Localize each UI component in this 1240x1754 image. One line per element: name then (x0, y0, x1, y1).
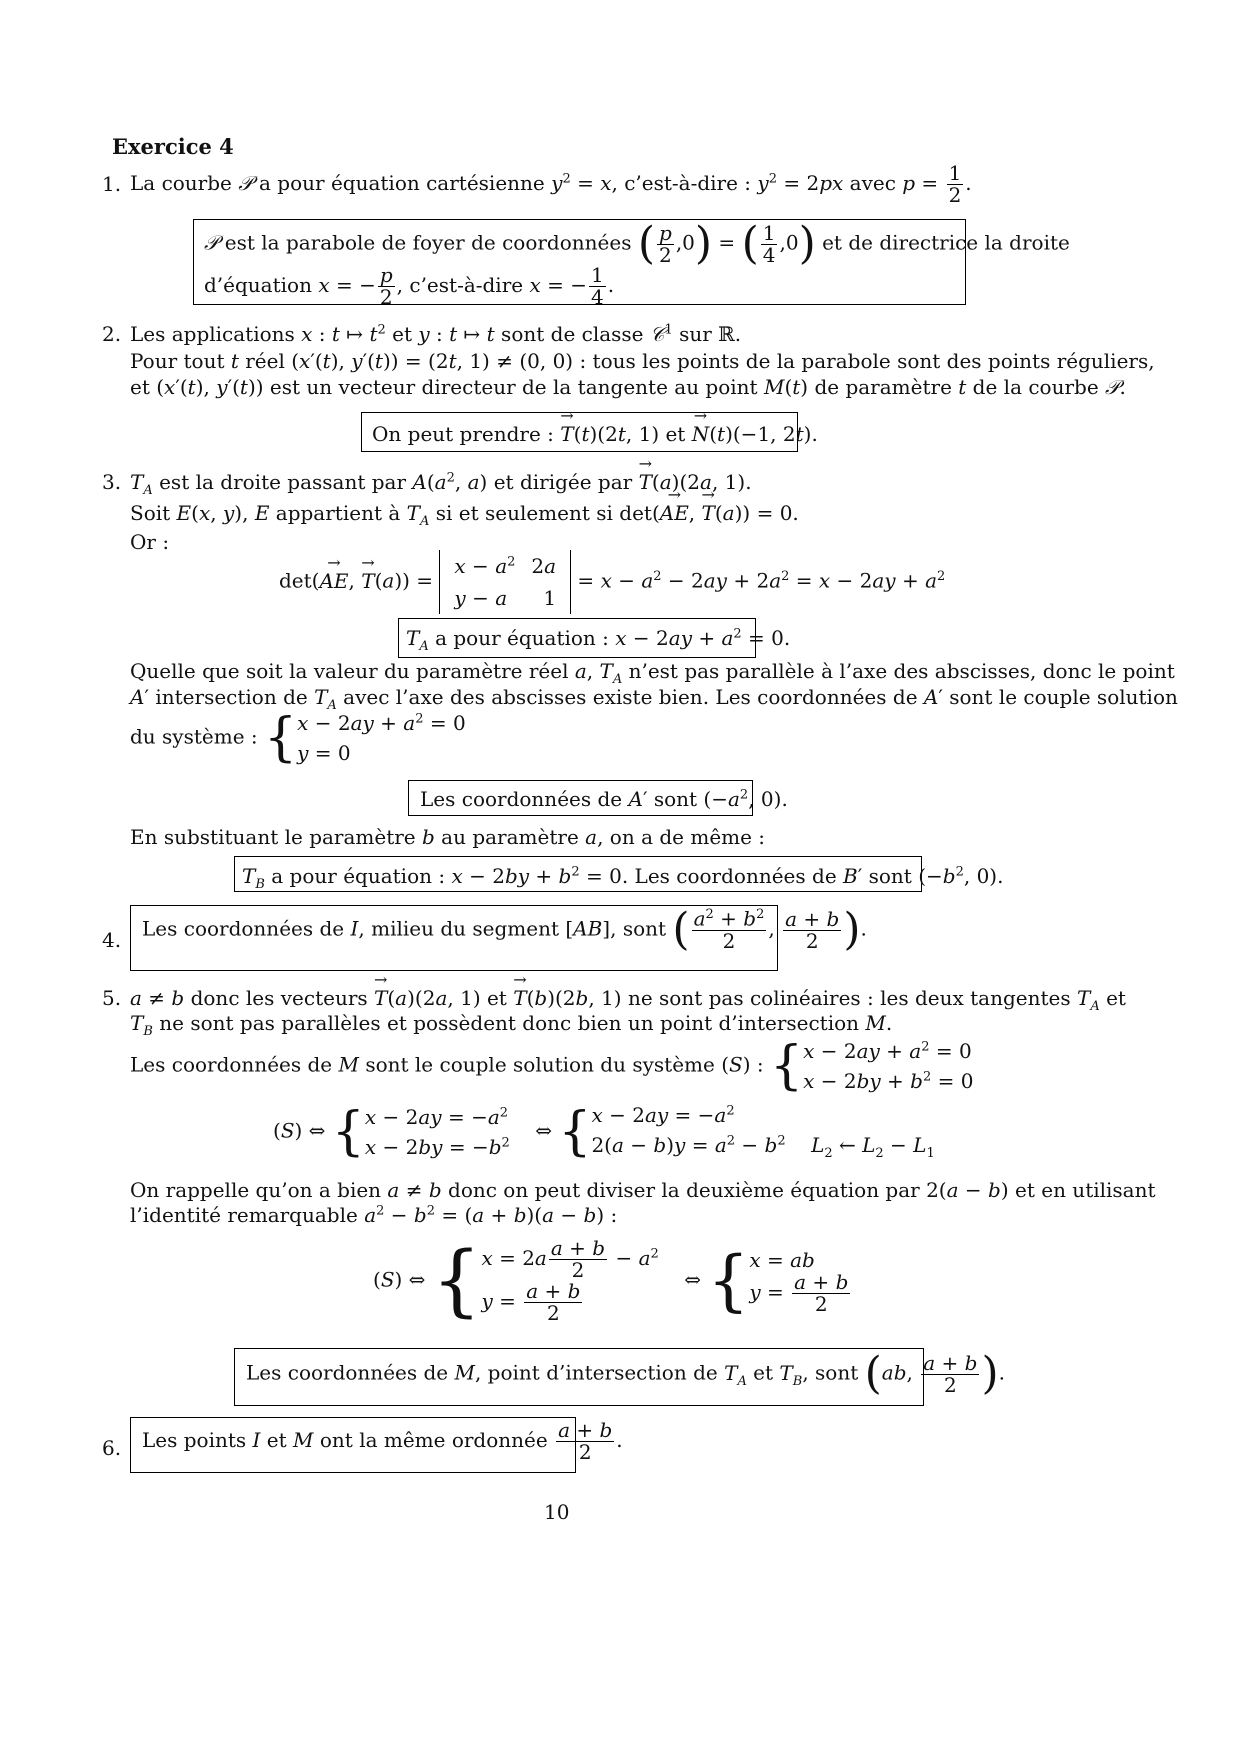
q3-para1: Quelle que soit la valeur du paramètre réel a, $T_A$ n’est pas parallèle à l’axe des abscisses, donc le point (130, 659, 1175, 687)
q5-number: 5. (102, 986, 122, 1010)
q3-box2-text: Les coordonnées de A′ sont ($-a^2$, 0). (420, 787, 788, 811)
q4-box-text: Les coordonnées de I, milieu du segment [AB], sont ( $\frac{a^2 + b^2}{2}$ , $\frac{a + b}{2}$ ). (142, 904, 867, 955)
q3-number: 3. (102, 470, 122, 494)
q5-system-1: (S) ⇔ {$x - 2ay = -a^2$ $x - 2by = -b^2$ ⇔ {$x - 2ay = -a^2$ $2(a - b)y = a^2 - b^2$ $L_2$ ← $L_2 - L_1$ (273, 1101, 935, 1162)
q6-number: 6. (102, 1436, 122, 1460)
q6-box-text: Les points I et M ont la même ordonnée $\frac{a + b}{2}$ . (142, 1418, 623, 1464)
page-number: 10 (544, 1500, 570, 1524)
q3-box3-text: $T_B$ a pour équation : $x - 2by + b^2 = 0$. Les coordonnées de B′ sont ($-b^2$, 0). (242, 864, 1004, 892)
q3-para2: A′ intersection de $T_A$ avec l’axe des abscisses existe bien. Les coordonnées de A′ sont le couple solution (130, 685, 1178, 713)
q3-substitution: En substituant le paramètre b au paramètre a, on a de même : (130, 825, 766, 849)
q2-line3: et (x′(t), y′(t)) est un vecteur directeur de la tangente au point M(t) de paramètre t de la courbe 𝒫. (130, 375, 1126, 399)
q2-number: 2. (102, 322, 122, 346)
q3-line1: $T_A$ est la droite passant par $A(a^2$, a) et dirigée par → T(a)(2a, 1). (130, 470, 752, 498)
q5-box-text: Les coordonnées de M, point d’intersection de $T_A$ et $T_B$, sont (ab, $\frac{a + b}{2}$ ). (246, 1348, 1006, 1399)
q1-box-line1: 𝒫 est la parabole de foyer de coordonnées ( $\frac{p}{2}$ ,0) = ( $\frac{1}{4}$ ,0) et de directrice la droite (204, 218, 1070, 269)
q3-box1-text: $T_A$ a pour équation : $x - 2ay + a^2 = 0$. (406, 626, 791, 654)
q3-determinant-equation: det(→ AE, → T(a)) = $x - a^2$ 2a y − a 1 = $x - a^2 - 2ay + 2a^2 = x - 2ay + a^2$ (279, 550, 945, 614)
q5-rappel-1: On rappelle qu’on a bien a ≠ b donc on peut diviser la deuxième équation par 2(a − b) et en utilisant (130, 1178, 1156, 1202)
q5-system-2: (S) ⇔ { x = 2a $\frac{a + b}{2}$ − $a^2$ y = $\frac{a + b}{2}$ ⇔ { x = ab y = $\frac{a + b}{2}$ (373, 1236, 849, 1326)
q4-number: 4. (102, 928, 122, 952)
q5-rappel-2: l’identité remarquable $a^2 - b^2 = (a + b)(a - b)$ : (130, 1203, 618, 1227)
q2-box-text: On peut prendre : → T(t)(2t, 1) et → N(t)(−1, 2t). (372, 422, 818, 446)
q1-number: 1. (102, 172, 122, 196)
q3-line2: Soit E(x, y), E appartient à $T_A$ si et seulement si det(→ AE, → T(a)) = 0. (130, 501, 799, 529)
q5-line1: a ≠ b donc les vecteurs → T(a)(2a, 1) et → T(b)(2b, 1) ne sont pas colinéaires : les deux tangentes $T_A$ et (130, 986, 1126, 1014)
q5-line2: $T_B$ ne sont pas parallèles et possèdent donc bien un point d’intersection M. (130, 1011, 893, 1039)
q2-line2: Pour tout t réel (x′(t), y′(t)) = (2t, 1) ≠ (0, 0) : tous les points de la parabole sont des points réguliers, (130, 349, 1155, 373)
q1-line: La courbe 𝒫 a pour équation cartésienne $y^2 = x$, c’est-à-dire : $y^2 = 2px$ avec p = $\frac{1}{2}$ . (130, 161, 972, 207)
q1-box-line2: d’équation x = − $\frac{p}{2}$ , c’est-à-dire x = − $\frac{1}{4}$ . (204, 263, 615, 309)
q5-line3: Les coordonnées de M sont le couple solution du système (S) : {$x - 2ay + a^2 = 0$ $x - 2by + b^2 = 0$ (130, 1036, 974, 1096)
q2-line1: Les applications x : t ↦ $t^2$ et y : t ↦ t sont de classe 𝒞$^1$ sur ℝ. (130, 322, 742, 346)
exercise-title: Exercice 4 (112, 134, 234, 159)
q3-para3: du système : {$x - 2ay + a^2 = 0$ y = 0 (130, 708, 466, 768)
q3-line3: Or : (130, 530, 170, 554)
